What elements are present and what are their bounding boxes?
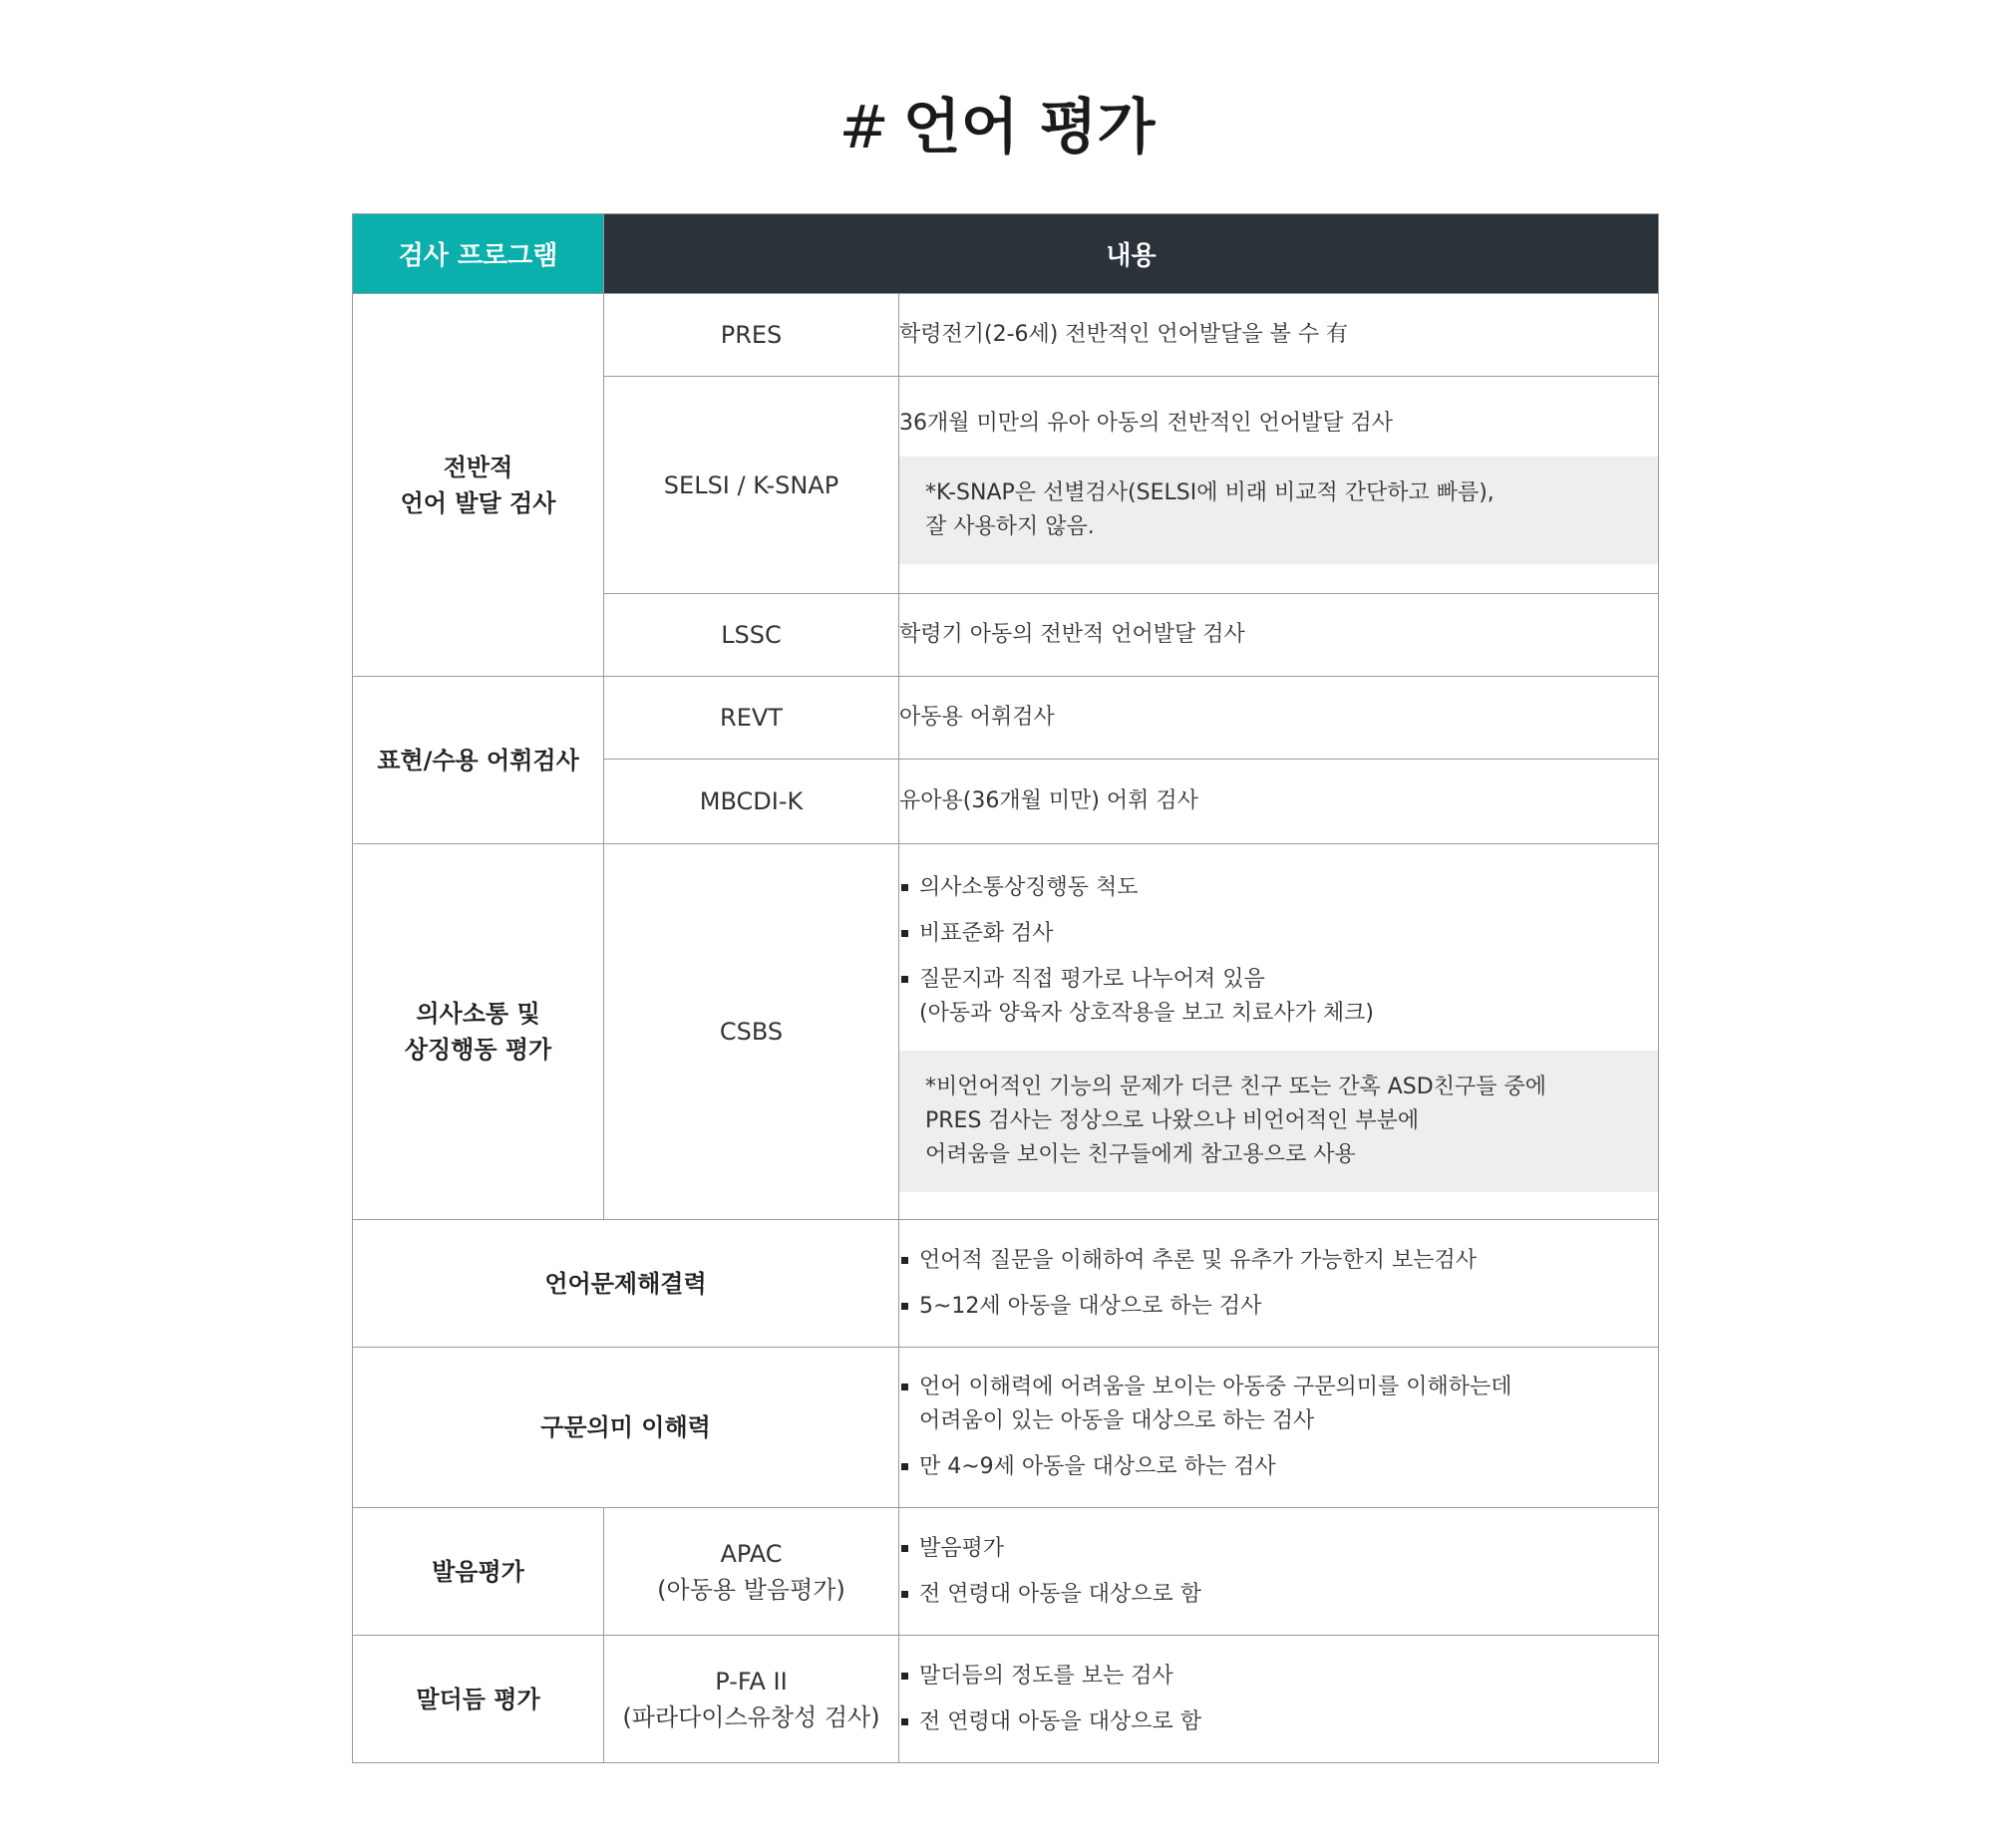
bullet-list xyxy=(899,1244,1658,1324)
table-row xyxy=(353,1636,1659,1763)
program-lssc: LSSC xyxy=(604,594,899,677)
program-csbs: CSBS xyxy=(604,844,899,1220)
list-item xyxy=(899,1371,1658,1438)
table-row xyxy=(353,1348,1659,1508)
program-line: APAC xyxy=(720,1539,783,1568)
list-item: 5~12세 아동을 대상으로 하는 검사 xyxy=(899,1290,1658,1324)
desc-csbs xyxy=(899,844,1659,1220)
program-line: (아동용 발음평가) xyxy=(657,1575,845,1604)
desc-apac xyxy=(899,1508,1659,1636)
desc-revt: 아동용 어휘검사 xyxy=(899,677,1659,760)
note-box xyxy=(899,1051,1658,1192)
note-box xyxy=(899,457,1658,564)
list-item: 전 연령대 아동을 대상으로 함 xyxy=(899,1705,1658,1739)
list-item: 언어적 질문을 이해하여 추론 및 유추가 가능한지 보는검사 xyxy=(899,1244,1658,1278)
category-overall xyxy=(353,294,604,677)
bullet-list xyxy=(899,1532,1658,1612)
bullet-list xyxy=(899,1660,1658,1739)
note-line: 어려움을 보이는 친구들에게 참고용으로 사용 xyxy=(925,1142,1356,1167)
category-articulation: 발음평가 xyxy=(353,1508,604,1636)
table-row xyxy=(353,844,1659,1220)
program-line: P-FA II xyxy=(715,1667,788,1695)
note-line: PRES 검사는 정상으로 나왔으나 비언어적인 부분에 xyxy=(925,1108,1420,1133)
evaluation-table xyxy=(352,213,1659,1763)
category-problem-solving: 언어문제해결력 xyxy=(353,1220,899,1348)
desc-problem-solving xyxy=(899,1220,1659,1348)
category-syntax: 구문의미 이해력 xyxy=(353,1348,899,1508)
desc-lssc: 학령기 아동의 전반적 언어발달 검사 xyxy=(899,594,1659,677)
program-apac xyxy=(604,1508,899,1636)
category-line: 상징행동 평가 xyxy=(404,1036,552,1064)
desc-mbcdi: 유아용(36개월 미만) 어휘 검사 xyxy=(899,760,1659,844)
list-item-line: (아동과 양육자 상호작용을 보고 치료사가 체크) xyxy=(919,1001,1374,1026)
note-line: 잘 사용하지 않음. xyxy=(925,513,1095,539)
desc-selsi-text: 36개월 미만의 유아 아동의 전반적인 언어발달 검사 xyxy=(899,410,1393,436)
table-row xyxy=(353,1508,1659,1636)
list-item: 만 4~9세 아동을 대상으로 하는 검사 xyxy=(899,1450,1658,1484)
category-vocab: 표현/수용 어휘검사 xyxy=(353,677,604,844)
program-revt: REVT xyxy=(604,677,899,760)
category-fluency: 말더듬 평가 xyxy=(353,1636,604,1763)
note-line: *K-SNAP은 선별검사(SELSI에 비래 비교적 간단하고 빠름), xyxy=(925,479,1495,505)
table-row xyxy=(353,1220,1659,1348)
table-header-row xyxy=(353,214,1659,294)
title-text: 언어 평가 xyxy=(902,93,1156,162)
list-item: 전 연령대 아동을 대상으로 함 xyxy=(899,1578,1658,1612)
list-item: 의사소통상징행동 척도 xyxy=(899,871,1658,905)
list-item: 말더듬의 정도를 보는 검사 xyxy=(899,1660,1658,1694)
list-item-line: 질문지과 직접 평가로 나누어져 있음 xyxy=(919,967,1265,992)
program-selsi: SELSI / K-SNAP xyxy=(604,377,899,594)
bullet-list xyxy=(899,1371,1658,1484)
list-item-line: 언어 이해력에 어려움을 보이는 아동중 구문의미를 이해하는데 xyxy=(919,1375,1512,1399)
title-hash: # xyxy=(838,93,889,162)
header-program: 검사 프로그램 xyxy=(353,214,604,294)
category-line: 전반적 xyxy=(443,453,513,481)
program-mbcdi: MBCDI-K xyxy=(604,760,899,844)
desc-syntax xyxy=(899,1348,1659,1508)
list-item-line: 어려움이 있는 아동을 대상으로 하는 검사 xyxy=(919,1408,1315,1433)
category-line: 의사소통 및 xyxy=(416,1000,540,1028)
category-line: 언어 발달 검사 xyxy=(400,488,556,517)
program-pres: PRES xyxy=(604,294,899,377)
table-row xyxy=(353,677,1659,760)
desc-pres: 학령전기(2-6세) 전반적인 언어발달을 볼 수 有 xyxy=(899,294,1659,377)
list-item xyxy=(899,963,1658,1031)
program-pfa xyxy=(604,1636,899,1763)
program-line: (파라다이스유창성 검사) xyxy=(622,1702,880,1731)
list-item: 비표준화 검사 xyxy=(899,917,1658,951)
desc-selsi xyxy=(899,377,1659,594)
desc-pfa xyxy=(899,1636,1659,1763)
header-content: 내용 xyxy=(604,214,1659,294)
page-title xyxy=(0,90,1994,165)
note-line: *비언어적인 기능의 문제가 더큰 친구 또는 간혹 ASD친구들 중에 xyxy=(925,1075,1546,1099)
bullet-list xyxy=(899,871,1658,1031)
list-item: 발음평가 xyxy=(899,1532,1658,1566)
table-row xyxy=(353,294,1659,377)
category-communication xyxy=(353,844,604,1220)
